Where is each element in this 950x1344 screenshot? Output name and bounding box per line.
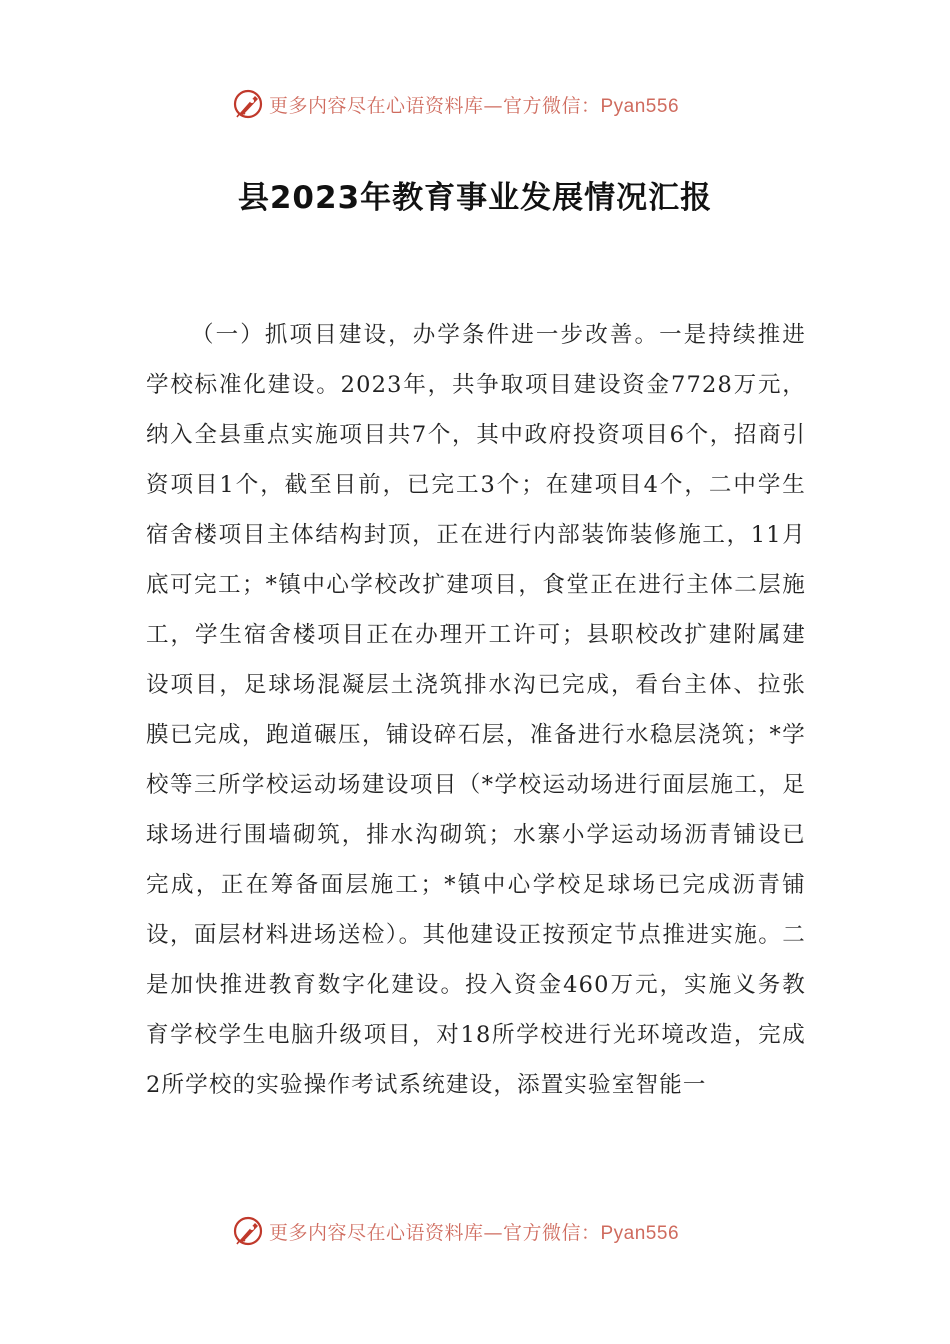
watermark-wechat-id: Pyan556 [600, 95, 680, 117]
header-watermark [0, 84, 950, 124]
pen-circle-logo-icon [231, 1214, 265, 1248]
watermark-text [269, 1218, 679, 1245]
footer-watermark [0, 1211, 950, 1251]
watermark-label: 更多内容尽在心语资料库—官方微信： [268, 1221, 601, 1244]
watermark-text [269, 91, 679, 118]
watermark-wechat-id: Pyan556 [600, 1222, 680, 1244]
document-paragraph: （一）抓项目建设，办学条件进一步改善。一是持续推进学校标准化建设。2023年，共争取项目建设资金7728万元，纳入全县重点实施项目共7个，其中政府投资项目6个，招商引资项目1个，截至目前，已完工3个；在建项目4个，二中学生宿舍楼项目主体结构封顶，正在进行内部装饰装修施工，11月底可完工；*镇中心学校改扩建项目，食堂正在进行主体二层施工，学生宿舍楼项目正在办理开工许可；县职校改扩建附属建设项目，足球场混凝层土浇筑排水沟已完成，看台主体、拉张膜已完成，跑道碾压，铺设碎石层，准备进行水稳层浇筑；*学校等三所学校运动场建设项目（*学校运动场进行面层施工，足球场进行围墙砌筑，排水沟砌筑；水寨小学运动场沥青铺设已完成，正在筹备面层施工；*镇中心学校足球场已完成沥青铺设，面层材料进场送检）。其他建设正按预定节点推进实施。二是加快推进教育数字化建设。投入资金460万元，实施义务教育学校学生电脑升级项目，对18所学校进行光环境改造，完成2所学校的实验操作考试系统建设，添置实验室智能一 [146, 322, 806, 1098]
watermark-label: 更多内容尽在心语资料库—官方微信： [268, 94, 601, 117]
document-title: 县2023年教育事业发展情况汇报 [237, 180, 713, 216]
pen-circle-logo-icon [231, 87, 265, 121]
